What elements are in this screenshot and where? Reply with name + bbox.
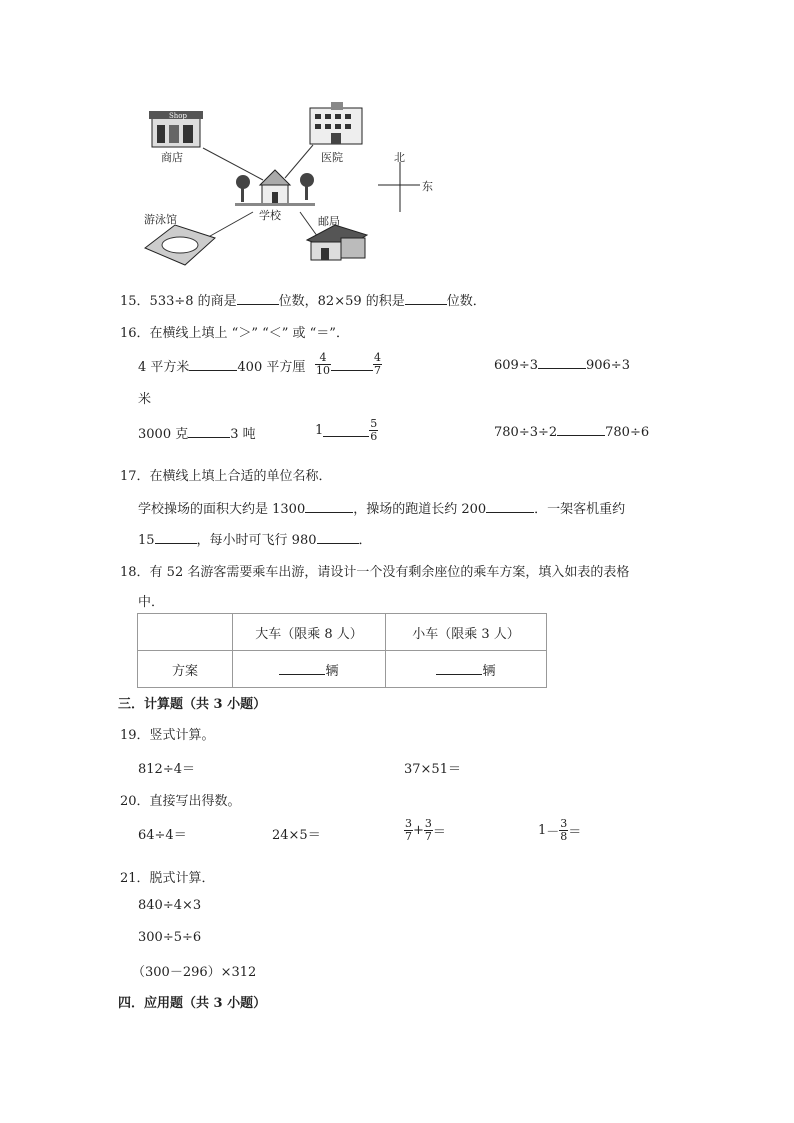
- table-row: [138, 614, 547, 651]
- section-3-heading: 三．计算题（共 3 小题）: [118, 697, 267, 712]
- q16-blank-2[interactable]: [331, 358, 373, 371]
- question-17-title: 17．在横线上填上合适的单位名称．: [120, 469, 332, 484]
- q15-text-c: 位数．: [446, 294, 486, 309]
- number-one: 1: [538, 823, 547, 838]
- map-figure: [135, 100, 440, 275]
- line-shop-school: [203, 148, 263, 180]
- q16-item-3-right: 906÷3: [585, 358, 630, 373]
- q19-item-b: 37×51＝: [404, 762, 461, 777]
- q20-item-a: 64÷4＝: [138, 828, 187, 843]
- fraction-denominator: 7: [374, 364, 381, 377]
- q15-text-b: 位数，82×59 的积是: [278, 294, 405, 309]
- q16-item-1: [138, 356, 305, 375]
- q16-blank-5[interactable]: [323, 424, 369, 437]
- q16-fraction-2: [373, 352, 382, 377]
- fraction-numerator: 3: [560, 817, 568, 830]
- q16-item-3-left: 609÷3: [494, 358, 538, 373]
- q16-item-4-right: 3 吨: [230, 427, 256, 442]
- q16-item-4-left: 3000 克: [138, 427, 189, 442]
- school-icon: [235, 170, 315, 206]
- map-label-hospital: 医院: [321, 151, 343, 164]
- q16-item-1-right: 400 平方厘: [237, 360, 306, 375]
- fraction-denominator: 7: [424, 830, 432, 843]
- table-header-big-bus: 大车（限乘 8 人）: [233, 614, 386, 651]
- q17-text-1a: 学校操场的面积大约是 1300: [138, 502, 306, 517]
- line-pool-school: [203, 212, 253, 240]
- fraction-denominator: 8: [560, 830, 568, 843]
- q20-fraction-3: [559, 818, 568, 843]
- q18-answer-table: [137, 613, 547, 688]
- q20-fraction-2: [424, 818, 433, 843]
- table-header-small-bus: 小车（限乘 3 人）: [386, 614, 547, 651]
- section-4-heading: 四．应用题（共 3 小题）: [118, 996, 267, 1011]
- q15-blank-1[interactable]: [237, 292, 279, 305]
- map-label-post: 邮局: [318, 215, 340, 228]
- q17-line-1: [138, 498, 625, 517]
- fraction-denominator: 6: [370, 430, 378, 443]
- q18-blank-big[interactable]: [279, 662, 325, 675]
- shop-sign-text: Shop: [169, 112, 187, 120]
- q16-item-3: [494, 356, 630, 373]
- q16-blank-3[interactable]: [538, 356, 586, 369]
- q20-item-d: [538, 818, 581, 843]
- unit-label: 辆: [482, 663, 496, 679]
- q17-line-2: [138, 529, 372, 548]
- q17-text-2b: ，每小时可飞行 980: [196, 533, 317, 548]
- hospital-icon: [310, 102, 362, 144]
- q17-text-2c: ．: [358, 533, 372, 548]
- q16-item-4: [138, 423, 256, 442]
- q21-item-b: 300÷5÷6: [138, 930, 202, 945]
- question-20-title: 20．直接写出得数。: [120, 794, 241, 809]
- q16-blank-4[interactable]: [188, 425, 230, 438]
- map-svg: [135, 100, 440, 275]
- q21-item-a: 840÷4×3: [138, 898, 202, 913]
- q16-item-5: [315, 418, 378, 443]
- q17-blank-3[interactable]: [155, 531, 197, 544]
- q16-item-1-wrap: 米: [138, 392, 152, 407]
- q18-blank-small[interactable]: [436, 662, 482, 675]
- map-label-pool: 游泳馆: [144, 213, 177, 226]
- q20-fraction-1: [404, 818, 413, 843]
- equals-sign: ＝: [568, 825, 582, 840]
- map-label-school: 学校: [259, 209, 281, 222]
- fraction-numerator: 3: [424, 817, 432, 830]
- question-19-title: 19．竖式计算。: [120, 728, 215, 743]
- minus-sign: －: [546, 825, 560, 840]
- question-18-title: 18．有 52 名游客需要乘车出游，请设计一个没有剩余座位的乘车方案，填入如表的表格: [120, 565, 630, 580]
- question-18-title-cont: 中．: [138, 595, 165, 610]
- fraction-numerator: 5: [370, 417, 378, 430]
- compass-north-label: 北: [394, 151, 405, 164]
- fraction-numerator: 3: [405, 817, 412, 830]
- question-21-title: 21．脱式计算．: [120, 871, 215, 886]
- unit-label: 辆: [325, 663, 339, 679]
- q16-item-5-left: 1: [315, 423, 324, 438]
- table-row: [138, 651, 547, 688]
- q16-fraction-3: [369, 418, 378, 443]
- q17-blank-1[interactable]: [305, 500, 353, 513]
- fraction-numerator: 4: [374, 351, 381, 364]
- q16-blank-6[interactable]: [557, 423, 605, 436]
- table-cell-small-bus: [386, 651, 547, 688]
- q17-blank-2[interactable]: [486, 500, 534, 513]
- map-label-shop: 商店: [161, 151, 183, 164]
- q16-fraction-1: [315, 352, 331, 377]
- table-row-label: 方案: [138, 651, 233, 688]
- q17-text-2a: 15: [138, 533, 155, 548]
- q16-item-1-left: 4 平方米: [138, 360, 190, 375]
- table-cell-big-bus: [233, 651, 386, 688]
- post-office-icon: [307, 225, 367, 260]
- compass-east-label: 东: [422, 180, 433, 193]
- q16-blank-1[interactable]: [189, 358, 237, 371]
- fraction-denominator: 7: [405, 830, 412, 843]
- question-15: [120, 290, 486, 309]
- q16-item-6-left: 780÷3÷2: [494, 425, 558, 440]
- q19-item-a: 812÷4＝: [138, 762, 195, 777]
- fraction-denominator: 10: [316, 364, 330, 377]
- q16-item-6: [494, 423, 649, 440]
- q17-text-1c: ．一架客机重约: [534, 502, 626, 517]
- line-hospital-school: [285, 145, 313, 178]
- q17-blank-4[interactable]: [317, 531, 359, 544]
- equals-sign: ＝: [432, 825, 446, 840]
- q20-item-b: 24×5＝: [272, 828, 321, 843]
- q15-blank-2[interactable]: [405, 292, 447, 305]
- fraction-numerator: 4: [315, 352, 331, 365]
- q15-text-a: 15．533÷8 的商是: [120, 294, 237, 309]
- compass-icon: [378, 162, 420, 212]
- q20-item-c: [404, 818, 446, 843]
- question-16-title: 16．在横线上填上 “＞” “＜” 或 “＝”．: [120, 326, 349, 341]
- q16-item-2: [315, 352, 382, 377]
- q17-text-1b: ，操场的跑道长约 200: [353, 502, 487, 517]
- table-cell-empty: [138, 614, 233, 651]
- pool-icon: [145, 225, 215, 265]
- q16-item-6-right: 780÷6: [605, 425, 650, 440]
- q21-item-c: （300－296）×312: [132, 965, 257, 980]
- plus-sign: +: [413, 823, 424, 838]
